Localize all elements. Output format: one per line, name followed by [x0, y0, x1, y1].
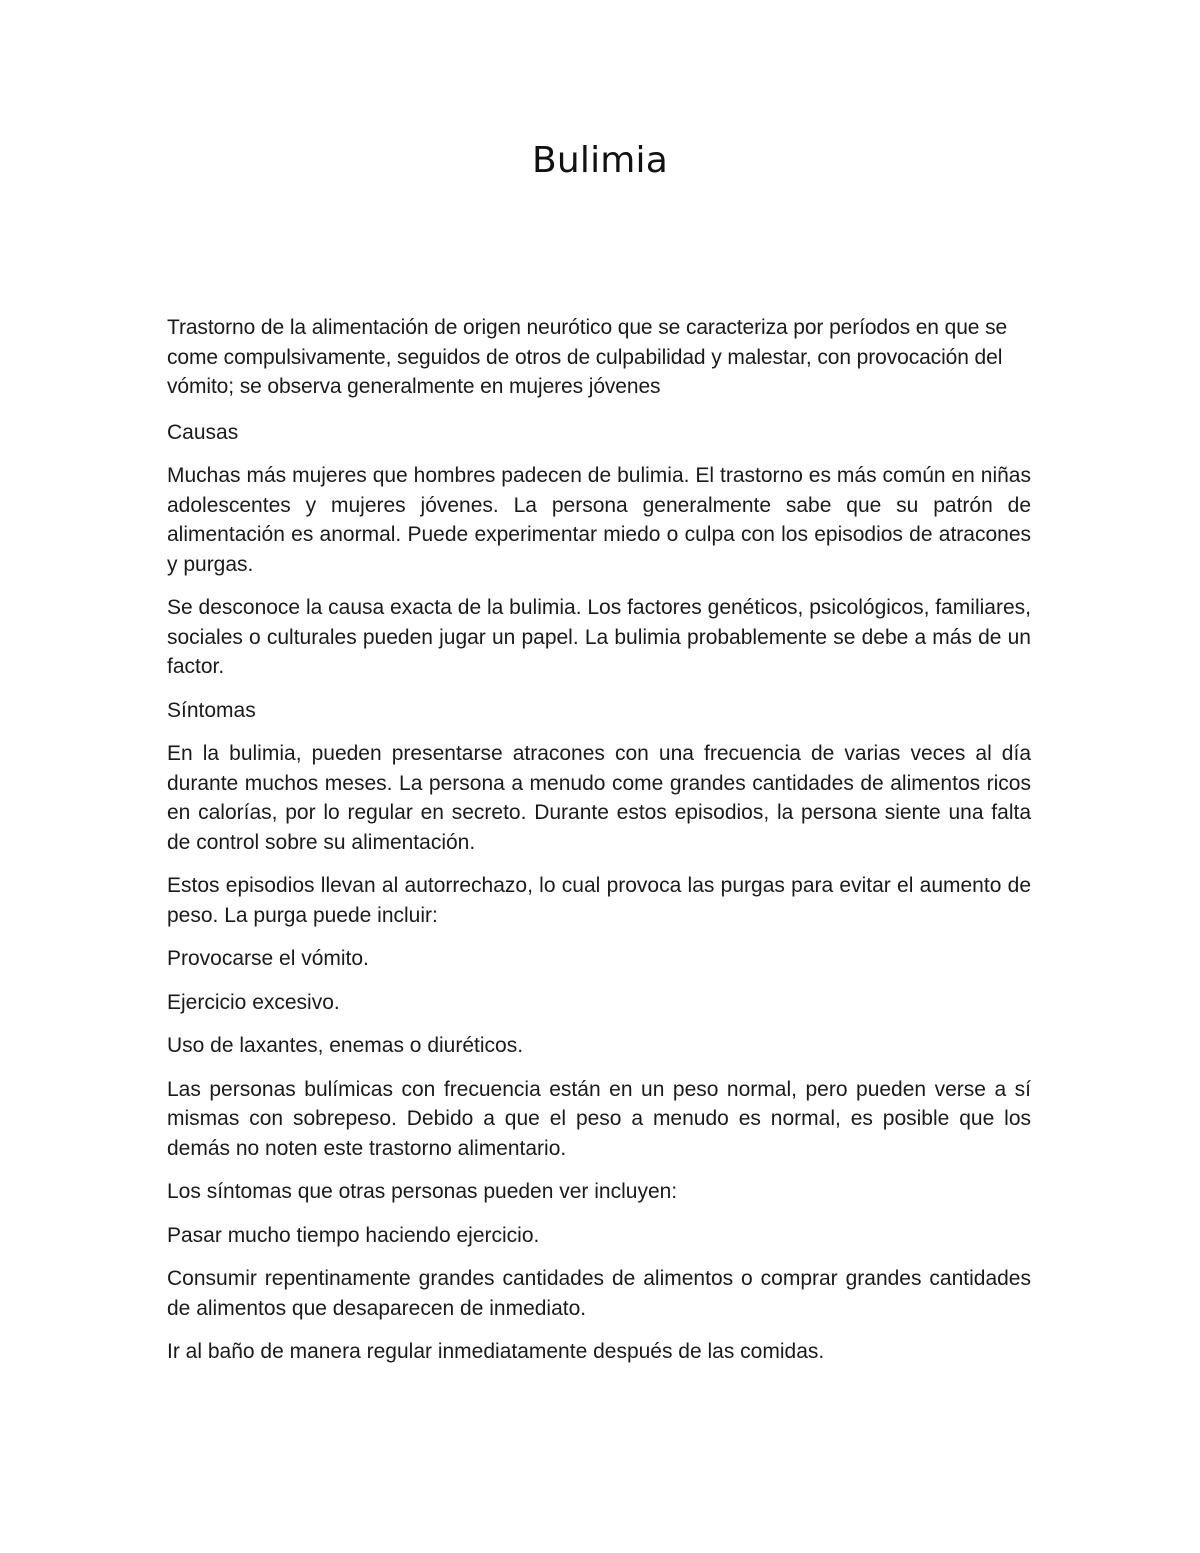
visible-symptom-item: Consumir repentinamente grandes cantidades de alimentos o comprar grandes cantidades de alimentos que desaparecen de inmediato.: [167, 1267, 1031, 1320]
purge-item: Ejercicio excesivo.: [167, 990, 340, 1014]
page-title: Bulimia: [531, 140, 669, 181]
purge-item: Provocarse el vómito.: [167, 947, 369, 970]
purge-item: Uso de laxantes, enemas o diuréticos.: [167, 1034, 524, 1057]
visible-symptoms-intro: Los síntomas que otras personas pueden ver incluyen:: [167, 1180, 678, 1203]
visible-symptom-item: Ir al baño de manera regular inmediatamente después de las comidas.: [167, 1340, 825, 1363]
document-body: [167, 313, 1031, 1381]
symptoms-paragraph-2: Estos episodios llevan al autorrechazo, lo cual provoca las purgas para evitar el aumento de peso. La purga puede incluir:: [167, 874, 1031, 927]
causes-paragraph-2: Se desconoce la causa exacta de la bulimia. Los factores genéticos, psicológicos, familiares, sociales o culturales pueden jugar un papel. La bulimia probablemente se debe a más de un factor.: [167, 596, 1031, 678]
causes-heading: Causas: [167, 420, 239, 444]
causes-paragraph-1: Muchas más mujeres que hombres padecen de bulimia. El trastorno es más común en niñas adolescentes y mujeres jóvenes. La persona generalmente sabe que su patrón de alimentación es anormal. Puede experimentar miedo o culpa con los episodios de atracones y purgas.: [167, 464, 1031, 576]
symptoms-paragraph-1: En la bulimia, pueden presentarse atracones con una frecuencia de varias veces al día durante muchos meses. La persona a menudo come grandes cantidades de alimentos ricos en calorías, por lo regular en secreto. Durante estos episodios, la persona siente una falta de control sobre su alimentación.: [167, 742, 1031, 854]
symptoms-heading: Síntomas: [167, 698, 256, 722]
normal-weight-paragraph: Las personas bulímicas con frecuencia están en un peso normal, pero pueden verse a sí mismas con sobrepeso. Debido a que el peso a menudo es normal, es posible que los demás no noten este trastorno alimentario.: [167, 1077, 1031, 1160]
visible-symptom-item: Pasar mucho tiempo haciendo ejercicio.: [167, 1223, 540, 1247]
intro-paragraph: Trastorno de la alimentación de origen neurótico que se caracteriza por períodos en que se come compulsivamente, seguidos de otros de culpabilidad y malestar, con provocación del vómito; se observa generalmente en mujeres jóvenes: [167, 316, 1008, 398]
